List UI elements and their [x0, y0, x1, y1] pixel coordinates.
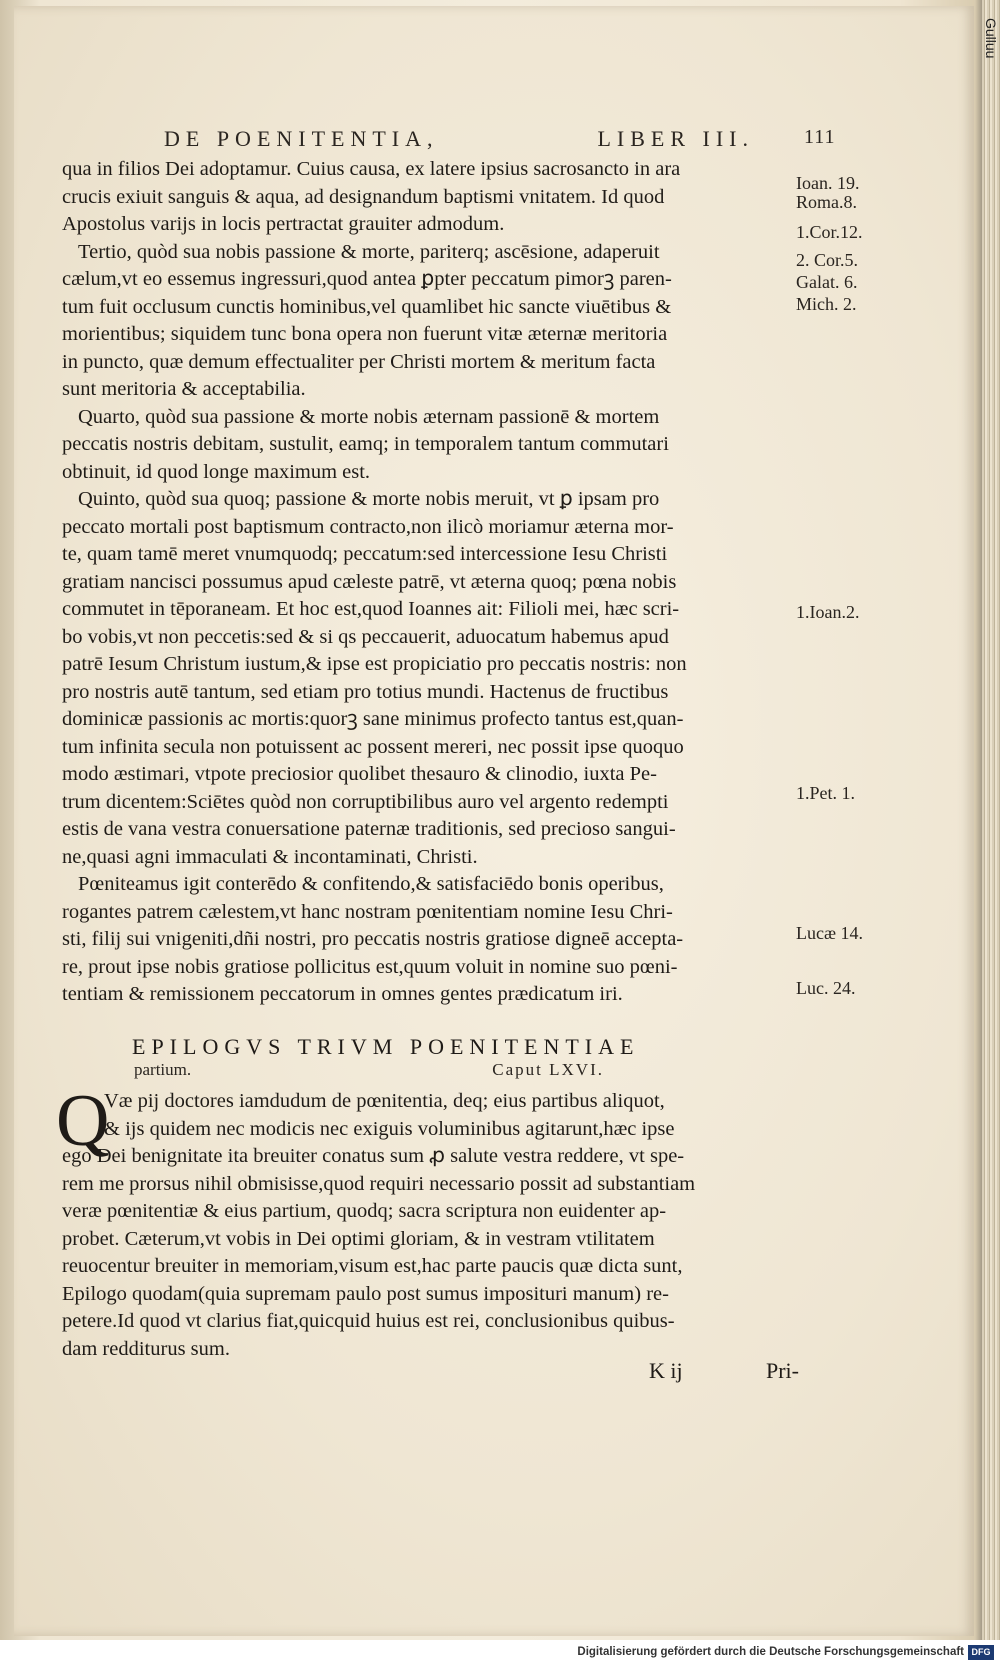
text-line: Epilogo quodam(quia supremam paulo post sumus imposituri manum) re- [62, 1282, 669, 1305]
text-line: trum dicentem:Sciētes quòd non corruptibilibus auro vel argento redempti [62, 790, 669, 813]
margin-note: Galat. 6. [796, 271, 858, 292]
text-line: dominicæ passionis ac mortis:quorꝫ sane minimus profecto tantus est,quan- [62, 708, 684, 730]
text-line: obtinuit, id quod longe maximum est. [62, 460, 371, 483]
text-line: in puncto, quæ demum effectualiter per Christi mortem & meritum facta [62, 350, 656, 373]
text-line: gratiam nancisci possumus apud cæleste patrē, vt æterna quoq; pœna nobis [62, 570, 677, 593]
text-line: commutet in tēporaneam. Et hoc est,quod Ioannes ait: Filioli mei, hæc scri- [62, 598, 680, 620]
text-line: estis de vana vestra conuersatione paternæ traditionis, sed precioso sangui- [62, 818, 676, 840]
text-line: Tertio, quòd sua nobis passione & morte, pariterq; ascēsione, adaperuit [78, 240, 660, 263]
running-head [164, 126, 864, 152]
chapter-subtitle-left: partium. [134, 1060, 192, 1079]
margin-note: Mich. 2. [796, 293, 857, 314]
footer-bar [0, 1640, 1000, 1667]
running-head-right: LIBER III. [597, 126, 754, 151]
margin-note: Lucæ 14. [796, 923, 863, 944]
text-line: petere.Id quod vt clarius fiat,quicquid huius est rei, conclusionibus quibus- [62, 1310, 675, 1332]
margin-note: Ioan. 19. [796, 172, 860, 193]
text-line: veræ pœnitentiæ & eius partium, quodq; sacra scriptura non euidenter ap- [62, 1200, 667, 1222]
text-line: dam redditurus sum. [62, 1337, 230, 1360]
text-line: & ijs quidem nec modicis nec exiguis voluminibus agitarunt,hæc ipse [104, 1117, 675, 1140]
text-line: pro nostris autē tantum, sed etiam pro totius mundi. Hactenus de fructibus [62, 680, 669, 703]
text-line: sunt meritoria & acceptabilia. [62, 378, 306, 400]
signature-mark: K ij [649, 1358, 683, 1383]
book-page [14, 6, 974, 1636]
text-line: tentiam & remissionem peccatorum in omnes gentes prædicatum iri. [62, 983, 623, 1005]
text-line: modo æstimari, vtpote preciosior quolibet thesauro & clinodio, iuxta Pe- [62, 763, 657, 785]
chapter-heading: EPILOGVS TRIVM POENITENTIAE [132, 1034, 640, 1059]
drop-capital: Q [56, 1080, 110, 1162]
margin-note: 1.Ioan.2. [796, 601, 860, 622]
funding-credit: Digitalisierung gefördert durch die Deutsche Forschungsgemeinschaft [577, 1646, 964, 1658]
text-line: te, quam tamē meret vnumquodq; peccatum:sed intercessione Iesu Christi [62, 543, 668, 565]
text-line: tum infinita secula non potuissent ac possent mereri, nec possit ipse quoquo [62, 735, 684, 758]
margin-note: Luc. 24. [796, 978, 856, 999]
text-line: reuocentur breuiter in memoriam,visum est,hac parte paucis quæ dicta sunt, [62, 1255, 683, 1277]
text-line: peccato mortali post baptismum contracto,non ilicò moriamur æterna mor- [62, 515, 674, 538]
margin-note: 1.Pet. 1. [796, 783, 856, 803]
fore-edge-label: Gulluu [983, 18, 999, 59]
text-line: qua in filios Dei adoptamur. Cuius causa, ex latere ipsius sacrosancto in ara [62, 158, 681, 180]
text-line: cælum,vt eo essemus ingressuri,quod antea ꝑpter peccatum pimorꝫ paren- [62, 268, 672, 290]
chapter-number: Caput LXVI. [492, 1060, 604, 1079]
catchword: Pri- [766, 1358, 799, 1383]
text-line: Quarto, quòd sua passione & morte nobis æternam passionē & mortem [78, 405, 660, 428]
margin-note: 1.Cor.12. [796, 222, 863, 242]
margin-note: 2. Cor.5. [796, 249, 859, 270]
text-line: Væ pij doctores iamdudum de pœnitentia, deq; eius partibus aliquot, [104, 1090, 665, 1112]
text-line: Quinto, quòd sua quoq; passione & morte nobis meruit, vt ꝑ ipsam pro [78, 488, 660, 510]
text-line: patrē Iesum Christum iustum,& ipse est propiciatio pro peccatis nostris: non [62, 653, 687, 675]
text-line: ego Dei benignitate ita breuiter conatus sum ꝓ salute vestra reddere, vt spe- [62, 1145, 685, 1167]
text-line: sti, filij sui vnigeniti,dñi nostri, pro peccatis nostris gratiose digneē accepta- [62, 928, 684, 950]
body-text [62, 156, 790, 1009]
text-line: morientibus; siquidem tunc bona opera non fuerunt vitæ æternæ meritoria [62, 323, 668, 345]
text-line: bo vobis,vt non peccetis:sed & si qs peccauerit, aduocatum habemus apud [62, 625, 669, 648]
text-line: tum fuit occlusum cunctis hominibus,vel quamlibet hic sancte viuētibus & [62, 295, 672, 318]
catchwords [649, 1358, 799, 1384]
text-line: rem me prorsus nihil obmisisse,quod requiri necessario possit ad substantiam [62, 1172, 696, 1195]
folio-number: 111 [804, 126, 836, 148]
text-line: re, prout ipse nobis gratiose pollicitus est,quum voluit in nomine suo pœni- [62, 955, 678, 978]
text-line: ne,quasi agni immaculati & incontaminati, Christi. [62, 845, 478, 868]
text-line: Apostolus varijs in locis pertractat grauiter admodum. [62, 213, 505, 235]
dfg-logo: DFG [968, 1645, 994, 1660]
margin-note: Roma.8. [796, 191, 857, 212]
text-line: peccatis nostris debitam, sustulit, eamq; in temporalem tantum commutari [62, 433, 669, 455]
text-line: Pœniteamus igit conterēdo & confitendo,& satisfaciēdo bonis operibus, [78, 873, 664, 895]
chapter-subheading [134, 1060, 604, 1080]
running-head-left: DE POENITENTIA, [164, 126, 439, 151]
text-line: rogantes patrem cælestem,vt hanc nostram pœnitentiam nomine Iesu Chri- [62, 900, 673, 923]
text-line: crucis exiuit sanguis & aqua, ad designandum baptismi vnitatem. Id quod [62, 185, 665, 208]
epilogue-text [62, 1088, 790, 1363]
text-line: probet. Cæterum,vt vobis in Dei optimi gloriam, & in vestram vtilitatem [62, 1227, 655, 1250]
fore-edge [982, 0, 1000, 1640]
